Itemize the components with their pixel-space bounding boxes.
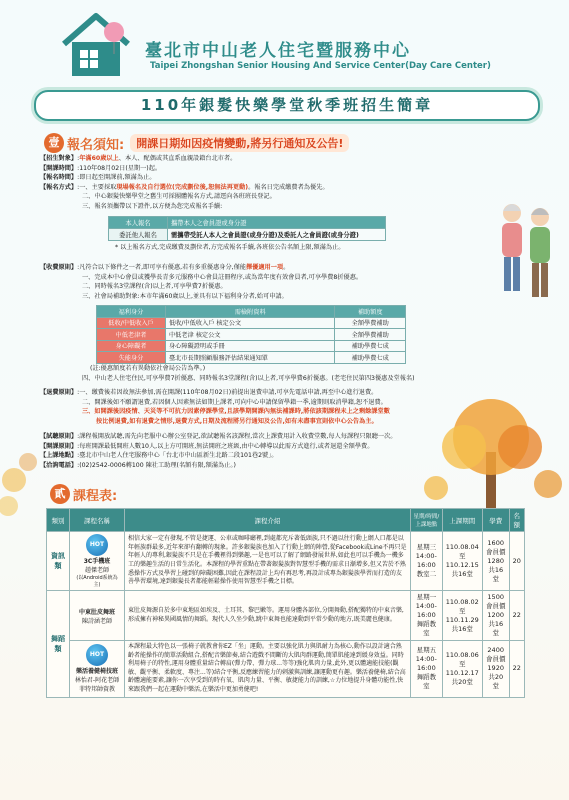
course-room: 舞蹈教室 bbox=[416, 620, 437, 637]
fee-principle-line: 【收費原則】:凡符合以下條件之一者,即可享有優惠,若有多重優惠身分,僅能擇優適用一項。 bbox=[40, 264, 290, 271]
course-time: 14:00-16:00 bbox=[415, 552, 437, 569]
course-table bbox=[46, 508, 525, 698]
header bbox=[0, 0, 569, 90]
fee-member: 會員價1280 bbox=[485, 547, 506, 565]
info-subline: 三、報名須攜帶以下證件,以方便為您完成報名手續: bbox=[82, 202, 223, 210]
id-table-footnote: * 以上報名方式,完成繳費及劃位者,方完成報名手續,各班依公告名額上限,額滿為止。 bbox=[115, 244, 345, 251]
class-open-line: 【開課原則】:每班開課最低開班人數10人,以上方可開班,無法開班之班級,由中心轉導以此需方式進行,或者退還全額學費。 bbox=[40, 442, 374, 450]
info-line-signup-method: 【報名方式】:一、主要採取現場報名及自行選位(完成劃位後,恕無法再更動)。報名日完成繳費者為優先。 bbox=[40, 183, 329, 191]
course-fee bbox=[482, 532, 509, 591]
course-note: (以Android系統為主) bbox=[76, 575, 118, 588]
table-header-cell: 星期/時間/上課地點 bbox=[410, 509, 442, 532]
senior-couple-illustration bbox=[490, 195, 560, 315]
course-day: 星期三 bbox=[416, 543, 437, 551]
category-cell: 舞蹈類 bbox=[47, 591, 70, 698]
course-teacher: 趙傑老師 bbox=[84, 567, 109, 574]
date-from: 110.08.06 bbox=[445, 650, 479, 659]
refund-subline: 按比例退費,如有退費之情形,退費方式,日期及流程將另行通知及公告,如有未盡事宜則依中心公告為主。 bbox=[96, 417, 378, 425]
date-to: 110.11.29 bbox=[445, 615, 479, 624]
table-cell: 身心障礙證明或手冊 bbox=[166, 340, 335, 352]
table-cell: 中低老津 核定公文 bbox=[166, 329, 335, 341]
category-cell: 資訊類 bbox=[47, 532, 70, 591]
table-header-cell: 名額 bbox=[509, 509, 524, 532]
course-name-cell bbox=[70, 591, 125, 641]
date-mid: 至 bbox=[459, 606, 466, 615]
fee-count: 共16堂 bbox=[488, 565, 504, 583]
course-name: 3C手機班 bbox=[83, 558, 111, 565]
fee-info bbox=[40, 263, 362, 301]
table-cell: 低收/中低收入戶 核定公文 bbox=[166, 317, 335, 329]
table-cell: 攜帶本人之會員證或身分證 bbox=[168, 217, 386, 229]
other-info bbox=[40, 432, 396, 470]
table-cell: 委託他人報名 bbox=[109, 229, 168, 241]
info-line-start: 【開課時間】:110年08月02日(星期一)起。 bbox=[40, 164, 162, 172]
refund-line: 【退費原則】:一、繳費後若因故無法參加,需在開課(110年08月02日)前提出退費申請,可享先電話申請,再至中心進行退費。 bbox=[40, 389, 378, 396]
hot-badge-icon: HOT bbox=[86, 534, 108, 556]
date-to: 110.12.15 bbox=[445, 561, 479, 569]
table-row bbox=[47, 641, 525, 698]
course-desc: 本課程最大特色以一張椅子就教會你EZ「坐」運動。主要以強化肌力與肌耐力為核心,動作以設計適合熟齡者能操作的簡單活動組合,搭配音樂節奏,結合遊戲不間斷的大肌肉群運動,簡單肌能達到緩身效益。同時利用椅子的特性,運用身體重量結合轉肩(彈力帶、彈力球...等等)強化肌肉力量,此外,更以體適能技能(觀敏、觀平衡、柔軟度、專注...等)結合平衡,反應練習能力的刺激與訓練,讓運動更有趣。樂活養健椅,結合高齡體適能要素,讓你一次享受到的時有氧、肌肉力量、平衡、敏捷能力的訓練,☆力位地提升身體功能性,快來跟我們一起在運動中樂活,在樂活中更加勇健吧! bbox=[125, 641, 411, 698]
table-cell: 需攜帶受託人本人之會員證(或身分證)及委託人之會員證(或身分證) bbox=[168, 229, 386, 241]
course-schedule bbox=[410, 591, 442, 641]
section1-notice: 開課日期如因疫情變動,將另行通知及公告! bbox=[130, 134, 349, 152]
table-cell: 失能身分 bbox=[97, 352, 166, 364]
course-schedule bbox=[410, 641, 442, 698]
program-banner: 110年銀髮快樂學堂秋季班招生簡章 bbox=[34, 90, 540, 121]
location-line: 【上課地點】:臺北市中山老人住宅服務中心「台北市中山區新生北路二段101巷2號」。 bbox=[40, 452, 278, 460]
section1-title: 報名須知: bbox=[67, 137, 125, 153]
table-cell: 臺北市長期照顧服務評估結果通知單 bbox=[166, 352, 335, 364]
refund-subline: 二、開課後如不願謂退費,若因個人因素無法如期上課者,可向中心申請保留學籍一季,逾期則取消學籍,恕不退費。 bbox=[82, 398, 387, 406]
fee-count: 共16堂 bbox=[488, 620, 504, 637]
fee-member: 會員價1920 bbox=[485, 655, 506, 673]
center-title-zh: 臺北市中山老人住宅暨服務中心 bbox=[145, 41, 411, 61]
trial-line: 【試聽原則】:課程報開放試聽,需先向老服中心辦公室登記,欲試聽報名該課程,當次上課費用計入收費堂數,每人每課程只限聽一次。 bbox=[40, 433, 397, 440]
course-period bbox=[442, 532, 482, 591]
course-fee bbox=[482, 591, 509, 641]
registration-info bbox=[40, 154, 329, 212]
table-header-row bbox=[97, 306, 406, 318]
date-from: 110.08.04 bbox=[445, 543, 479, 551]
course-period bbox=[442, 641, 482, 698]
table-cell: 全額學費補助 bbox=[335, 317, 406, 329]
course-teacher: 陳詩涵老師 bbox=[81, 617, 112, 625]
table-header-cell: 福利身分 bbox=[97, 306, 166, 318]
info-line-signup-time: 【報名時間】:即日起至開課前,額滿為止。 bbox=[40, 174, 156, 182]
section2-heading bbox=[50, 484, 117, 504]
course-desc: 相信大家一定有發現,不管是捷運、公車或咖啡廳裡,到處都充斥著低頭族,只不過以往行動上網人口都是以年輕族群最多,近年來卻有翻轉的現象。許多銀髮族也加入了行動上網的陣營,從Facebook或Line不再只是年輕人的專利,銀髮族不只是在手機裡得到樂趣,一是也可以了解了網路發展世界,如此也可以手機為一機多工的樂趣生活的日常生活化。本課程的學習重點在帶著銀髮族對智慧型手機的需求日漸增多,但又苦於不熟悉操作方式及學習上碰到的障礙困難,因此在課程設計上均有再思考,再設計成專為銀髮族學習而打造的友善學習環境,達到銀髮長者都能輕鬆操作使用智慧型手機之目標。 bbox=[125, 532, 411, 591]
course-desc: 東肚皮舞源自於多中東地區如埃及、土耳其、黎巴嫩等。運用身體各部位,分開舞動,搭配獨特的中東音樂,形成擁有神秘異國風情的舞蹈。現代人久坐少動,跳中東舞也能達動到平常少動的地方,既美麗也健康。 bbox=[125, 591, 411, 641]
section1-heading bbox=[44, 133, 349, 153]
info-subline: 二、中心銀髮快樂學堂之舊生可採團體報名方式,請逕向各班班長登記。 bbox=[82, 193, 276, 201]
fee-member: 會員價1200 bbox=[485, 602, 506, 619]
table-header-cell: 課程介紹 bbox=[125, 509, 411, 532]
refund-info bbox=[40, 388, 390, 426]
table-header-cell: 上課期間 bbox=[442, 509, 482, 532]
table-cell: 身心障礙者 bbox=[97, 340, 166, 352]
welfare-subsidy-table bbox=[96, 305, 406, 364]
date-to: 110.12.17 bbox=[445, 668, 479, 677]
table-cell: 本人報名 bbox=[109, 217, 168, 229]
phone-line: 【洽詢電話】:(02)2542-0006轉100 陳社工助理(名額有限,額滿為止。) bbox=[40, 461, 236, 469]
table-row bbox=[97, 329, 406, 341]
id-requirement-table bbox=[108, 216, 386, 241]
table-row bbox=[97, 317, 406, 329]
course-time: 14:00-16:00 bbox=[415, 655, 437, 673]
table-cell: 低收/中低收入戶 bbox=[97, 317, 166, 329]
table-cell: 全額學費補助 bbox=[335, 329, 406, 341]
course-day: 星期五 bbox=[416, 646, 437, 655]
fee-subline: 二、同時報名3堂課程(含)以上者,可享學費7折優惠。 bbox=[82, 283, 227, 291]
table-header-cell: 需檢附資料 bbox=[166, 306, 335, 318]
table-header-cell: 補助額度 bbox=[335, 306, 406, 318]
table-cell: 補助學費七成 bbox=[335, 340, 406, 352]
course-note: 菲特邦帥資教 bbox=[78, 686, 115, 694]
course-quota: 22 bbox=[509, 591, 524, 641]
welfare-note: (註:優惠額度若有異動依社會局公告為準。) bbox=[90, 365, 206, 372]
section2-number: 貳 bbox=[50, 484, 70, 504]
course-period bbox=[442, 591, 482, 641]
table-header-cell: 學費 bbox=[482, 509, 509, 532]
table-header-cell: 類別 bbox=[47, 509, 70, 532]
course-room: 教室二 bbox=[416, 570, 437, 578]
house-logo-icon bbox=[60, 10, 132, 82]
fee-price: 2400 bbox=[487, 646, 504, 655]
date-mid: 至 bbox=[459, 552, 466, 560]
course-name-cell bbox=[70, 641, 125, 698]
session-count: 共20堂 bbox=[451, 677, 473, 686]
autumn-tree-illustration bbox=[416, 392, 566, 510]
date-from: 110.08.02 bbox=[445, 597, 479, 606]
fee-subline: 一、完成本中心會員或獲學長青多元服務中心會員註冊程序,或為當年度有效會員者,可享學費8折優惠。 bbox=[82, 273, 363, 281]
fee-count: 共20堂 bbox=[488, 673, 504, 691]
course-name-cell bbox=[70, 532, 125, 591]
table-row bbox=[97, 340, 406, 352]
course-fee bbox=[482, 641, 509, 698]
table-row bbox=[109, 217, 386, 229]
fee-subline: 三、社會局補助對象:本市年滿60歲以上,並具有以下福利身分者,始可申請。 bbox=[82, 292, 288, 300]
session-count: 共16堂 bbox=[451, 570, 473, 578]
hot-badge-icon: HOT bbox=[86, 644, 108, 666]
center-title-en: Taipei Zhongshan Senior Housing And Service Center(Day Care Center) bbox=[150, 61, 491, 71]
course-schedule bbox=[410, 532, 442, 591]
course-teacher: 林怡君-阿花老師 bbox=[74, 677, 120, 685]
table-row bbox=[97, 352, 406, 364]
course-name: 樂活養健椅技班 bbox=[75, 668, 118, 676]
table-row bbox=[47, 591, 525, 641]
resident-discount-note: 四、中山老人住宅住民,可享學費7折優惠、同時報名3堂課程(含)以上者,可享學費6折優惠。(老宅住民第四3優惠及堂報名) bbox=[82, 375, 415, 382]
refund-subline: 三、如開課後因疫情、天災等不可抗力因素停課學堂,且該學期開課內無法補課時,將依該期課程未上之剩餘課堂數 bbox=[82, 408, 390, 416]
course-time: 14:00-16:00 bbox=[415, 602, 437, 619]
course-quota: 20 bbox=[509, 532, 524, 591]
table-cell: 中低老津者 bbox=[97, 329, 166, 341]
course-day: 星期一 bbox=[416, 593, 437, 601]
course-name: 中東肚皮舞班 bbox=[78, 608, 115, 616]
table-cell: 補助學費七成 bbox=[335, 352, 406, 364]
table-header-row bbox=[47, 509, 525, 532]
info-line-target: 【招生對象】:年滿60歲以上、本人、配偶或其直系血親設籍台北市者。 bbox=[40, 155, 237, 162]
table-header-cell: 課程名稱 bbox=[70, 509, 125, 532]
section2-title: 課程表: bbox=[73, 488, 118, 504]
course-room: 舞蹈教室 bbox=[416, 673, 437, 691]
date-mid: 至 bbox=[459, 659, 466, 668]
section1-number: 壹 bbox=[44, 133, 64, 153]
table-row bbox=[109, 229, 386, 241]
fee-price: 1500 bbox=[487, 593, 504, 601]
table-row bbox=[47, 532, 525, 591]
course-quota: 22 bbox=[509, 641, 524, 698]
fee-price: 1600 bbox=[487, 538, 504, 547]
session-count: 共16堂 bbox=[451, 624, 473, 633]
